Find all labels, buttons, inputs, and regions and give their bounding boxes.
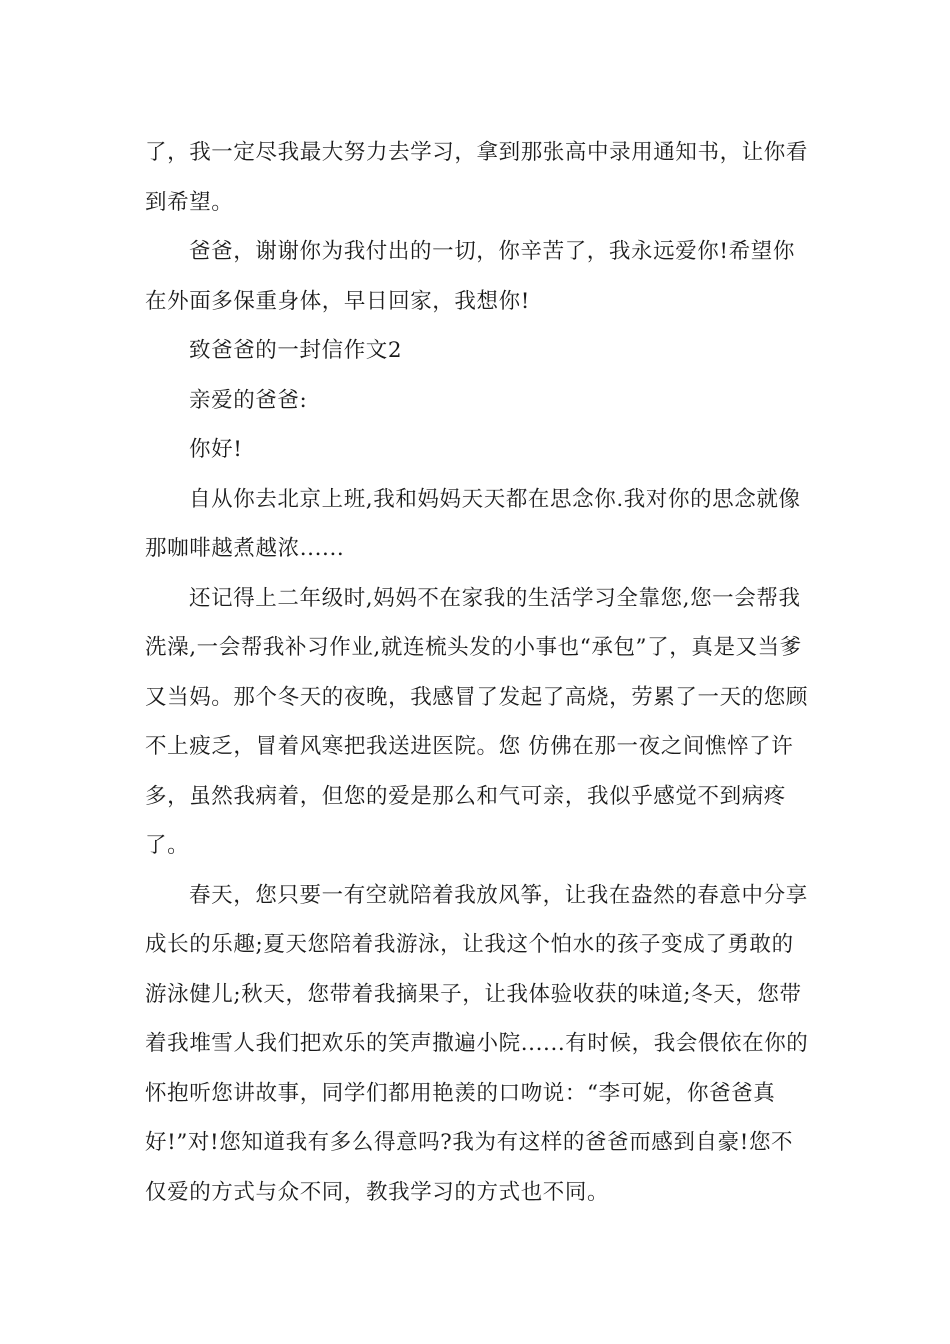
paragraph-memory: 还记得上二年级时,妈妈不在家我的生活学习全靠您,您一会帮我洗澡,一会帮我补习作业,就连梳头发的小事也“承包”了，真是又当爹又当妈。那个冬天的夜晚，我感冒了发起了高烧，劳累了一天的您顾不上疲乏，冒着风寒把我送进医院。您 仿佛在那一夜之间憔悴了许多，虽然我病着，但您的爱是那么和气可亲，我似乎感觉不到病疼了。 [145,585,809,858]
paragraph-thanks: 爸爸，谢谢你为我付出的一切，你辛苦了，我永远爱你!希望你在外面多保重身体，早日回家，我想你! [145,239,795,314]
paragraph-missing-dad: 自从你去北京上班,我和妈妈天天都在思念你.我对你的思念就像那咖啡越煮越浓...... [145,486,801,561]
essay-title: 致爸爸的一封信作文2 [189,338,403,363]
document-body [145,128,810,1217]
paragraph-seasons: 春天，您只要一有空就陪着我放风筝，让我在盎然的春意中分享成长的乐趣;夏天您陪着我游泳，让我这个怕水的孩子变成了勇敢的游泳健儿;秋天，您带着我摘果子，让我体验收获的味道;冬天，您带着我堆雪人我们把欢乐的笑声撒遍小院......有时候，我会偎依在你的怀抱听您讲故事，同学们都用艳羡的口吻说：“李可妮，你爸爸真好!”对!您知道我有多么得意吗?我为有这样的爸爸而感到自豪!您不仅爱的方式与众不同，教我学习的方式也不同。 [145,882,809,1205]
letter-greeting: 你好! [189,437,243,462]
paragraph-continued: 了，我一定尽我最大努力去学习，拿到那张高中录用通知书，让你看到希望。 [145,140,809,215]
letter-salutation: 亲爱的爸爸: [189,387,308,413]
